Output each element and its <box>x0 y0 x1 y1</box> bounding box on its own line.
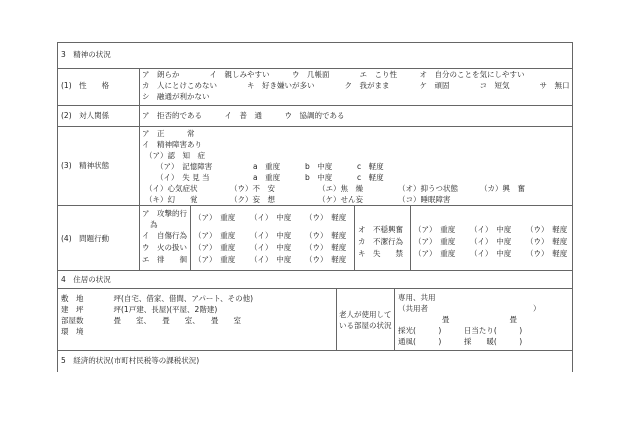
housing-line: 環 境 <box>61 327 84 336</box>
section-title: 4 住居の状況 <box>61 275 111 284</box>
severity-option: （ウ） 軽度 <box>305 255 347 264</box>
severity-option: （ウ） 軽度 <box>526 225 568 234</box>
behavior-item: ア 攻撃的行 <box>142 209 187 218</box>
severity-option: （イ） 中度 <box>250 255 292 264</box>
option-line: （イ） 失 見 当 <box>156 173 210 182</box>
row-label: (3) 精神状態 <box>61 161 110 170</box>
rule <box>190 205 191 270</box>
option-line: a 重度 <box>253 173 281 182</box>
rule <box>57 205 573 206</box>
severity-option: （イ） 中度 <box>470 237 512 246</box>
option-line: イ 精神障害あり <box>142 140 202 149</box>
severity-option: （ア） 重度 <box>194 243 236 252</box>
row-label: (2) 対人関係 <box>61 111 110 120</box>
section-title: 5 経済的状況(市町村民税等の課税状況) <box>61 356 200 365</box>
option-line: （ケ）せん妄 <box>318 195 363 204</box>
rule <box>57 270 573 271</box>
option-line: （コ）睡眠障害 <box>398 195 451 204</box>
room-label: いる部屋の状況 <box>339 321 392 330</box>
behavior-item: カ 不潔行為 <box>358 237 403 246</box>
option-line: c 軽度 <box>357 162 384 171</box>
rule <box>394 288 395 350</box>
severity-option: （ア） 重度 <box>194 231 236 240</box>
housing-line: 敷 地 坪(自宅、借家、借間、アパート、その他) <box>61 294 254 303</box>
behavior-item: オ 不穏興奮 <box>358 225 403 234</box>
behavior-item: ウ 火の扱い <box>142 243 187 252</box>
option-line: c 軽度 <box>357 173 384 182</box>
option-line: （カ）興 奮 <box>480 184 525 193</box>
option-line: a 重度 <box>253 162 281 171</box>
option-line: シ 融通が利かない <box>142 92 210 101</box>
option-line: （ア） 記憶障害 <box>156 162 213 171</box>
section-title: 3 精神の状況 <box>61 50 111 59</box>
rule <box>57 68 573 69</box>
rule <box>57 350 573 351</box>
rule <box>57 105 573 106</box>
room-line: 採光( ) 日当たり( ) <box>398 326 523 335</box>
severity-option: （イ） 中度 <box>250 213 292 222</box>
severity-option: （イ） 中度 <box>250 243 292 252</box>
option-line: （イ）心気症状 <box>145 184 198 193</box>
option-line: カ 人にとけこめない キ 好き嫌いが多い ク 我がまま ケ 頑固 コ 短気 サ 無口 <box>142 81 570 90</box>
severity-option: （ア） 重度 <box>194 255 236 264</box>
option-line: b 中度 <box>305 173 333 182</box>
rule <box>139 68 140 270</box>
option-line: （ア）認 知 症 <box>145 151 205 160</box>
severity-option: （ウ） 軽度 <box>305 231 347 240</box>
row-label: (1) 性 格 <box>61 81 110 90</box>
severity-option: （ア） 重度 <box>414 237 456 246</box>
severity-option: （イ） 中度 <box>470 225 512 234</box>
option-line: ア 拒否的である イ 普 通 ウ 協調的である <box>142 111 345 120</box>
room-label: 老人が使用して <box>339 310 392 319</box>
row-label: (4) 問題行動 <box>61 234 110 243</box>
rule <box>354 205 355 270</box>
room-line: 畳 畳 <box>442 315 517 324</box>
option-line: （エ）焦 燥 <box>318 184 363 193</box>
option-line: b 中度 <box>305 162 333 171</box>
severity-option: （ア） 重度 <box>194 213 236 222</box>
room-line: 通風( ) 採 暖( ) <box>398 337 523 346</box>
severity-option: （ウ） 軽度 <box>305 243 347 252</box>
option-line: （オ）抑うつ状態 <box>398 184 458 193</box>
option-line: （ウ）不 安 <box>230 184 275 193</box>
housing-line: 建 坪 坪(1戸建、長屋)(平屋、2階建) <box>61 305 218 314</box>
option-line: （キ）幻 覚 <box>145 195 198 204</box>
severity-option: （ウ） 軽度 <box>526 237 568 246</box>
severity-option: （ウ） 軽度 <box>526 249 568 258</box>
room-line: （共用者 ） <box>398 304 541 313</box>
severity-option: （ア） 重度 <box>414 249 456 258</box>
severity-option: （イ） 中度 <box>250 231 292 240</box>
housing-line: 部屋数 畳 室、 畳 室、 畳 室 <box>61 316 241 325</box>
severity-option: （イ） 中度 <box>470 249 512 258</box>
option-line: ア 朗らか イ 親しみやすい ウ 几帳面 エ こり性 オ 自分のことを気にしやすい <box>142 70 525 79</box>
severity-option: （ア） 重度 <box>414 225 456 234</box>
option-line: ア 正 常 <box>142 129 195 138</box>
rule <box>57 288 573 289</box>
behavior-item: 為 <box>150 220 158 229</box>
behavior-item: エ 徘 徊 <box>142 255 187 264</box>
behavior-item: イ 自傷行為 <box>142 231 187 240</box>
room-line: 専用、共用 <box>398 293 436 302</box>
rule <box>410 205 411 270</box>
severity-option: （ウ） 軽度 <box>305 213 347 222</box>
option-line: （ク）妄 想 <box>230 195 275 204</box>
behavior-item: キ 失 禁 <box>358 249 403 258</box>
rule <box>336 288 337 350</box>
rule <box>57 126 573 127</box>
